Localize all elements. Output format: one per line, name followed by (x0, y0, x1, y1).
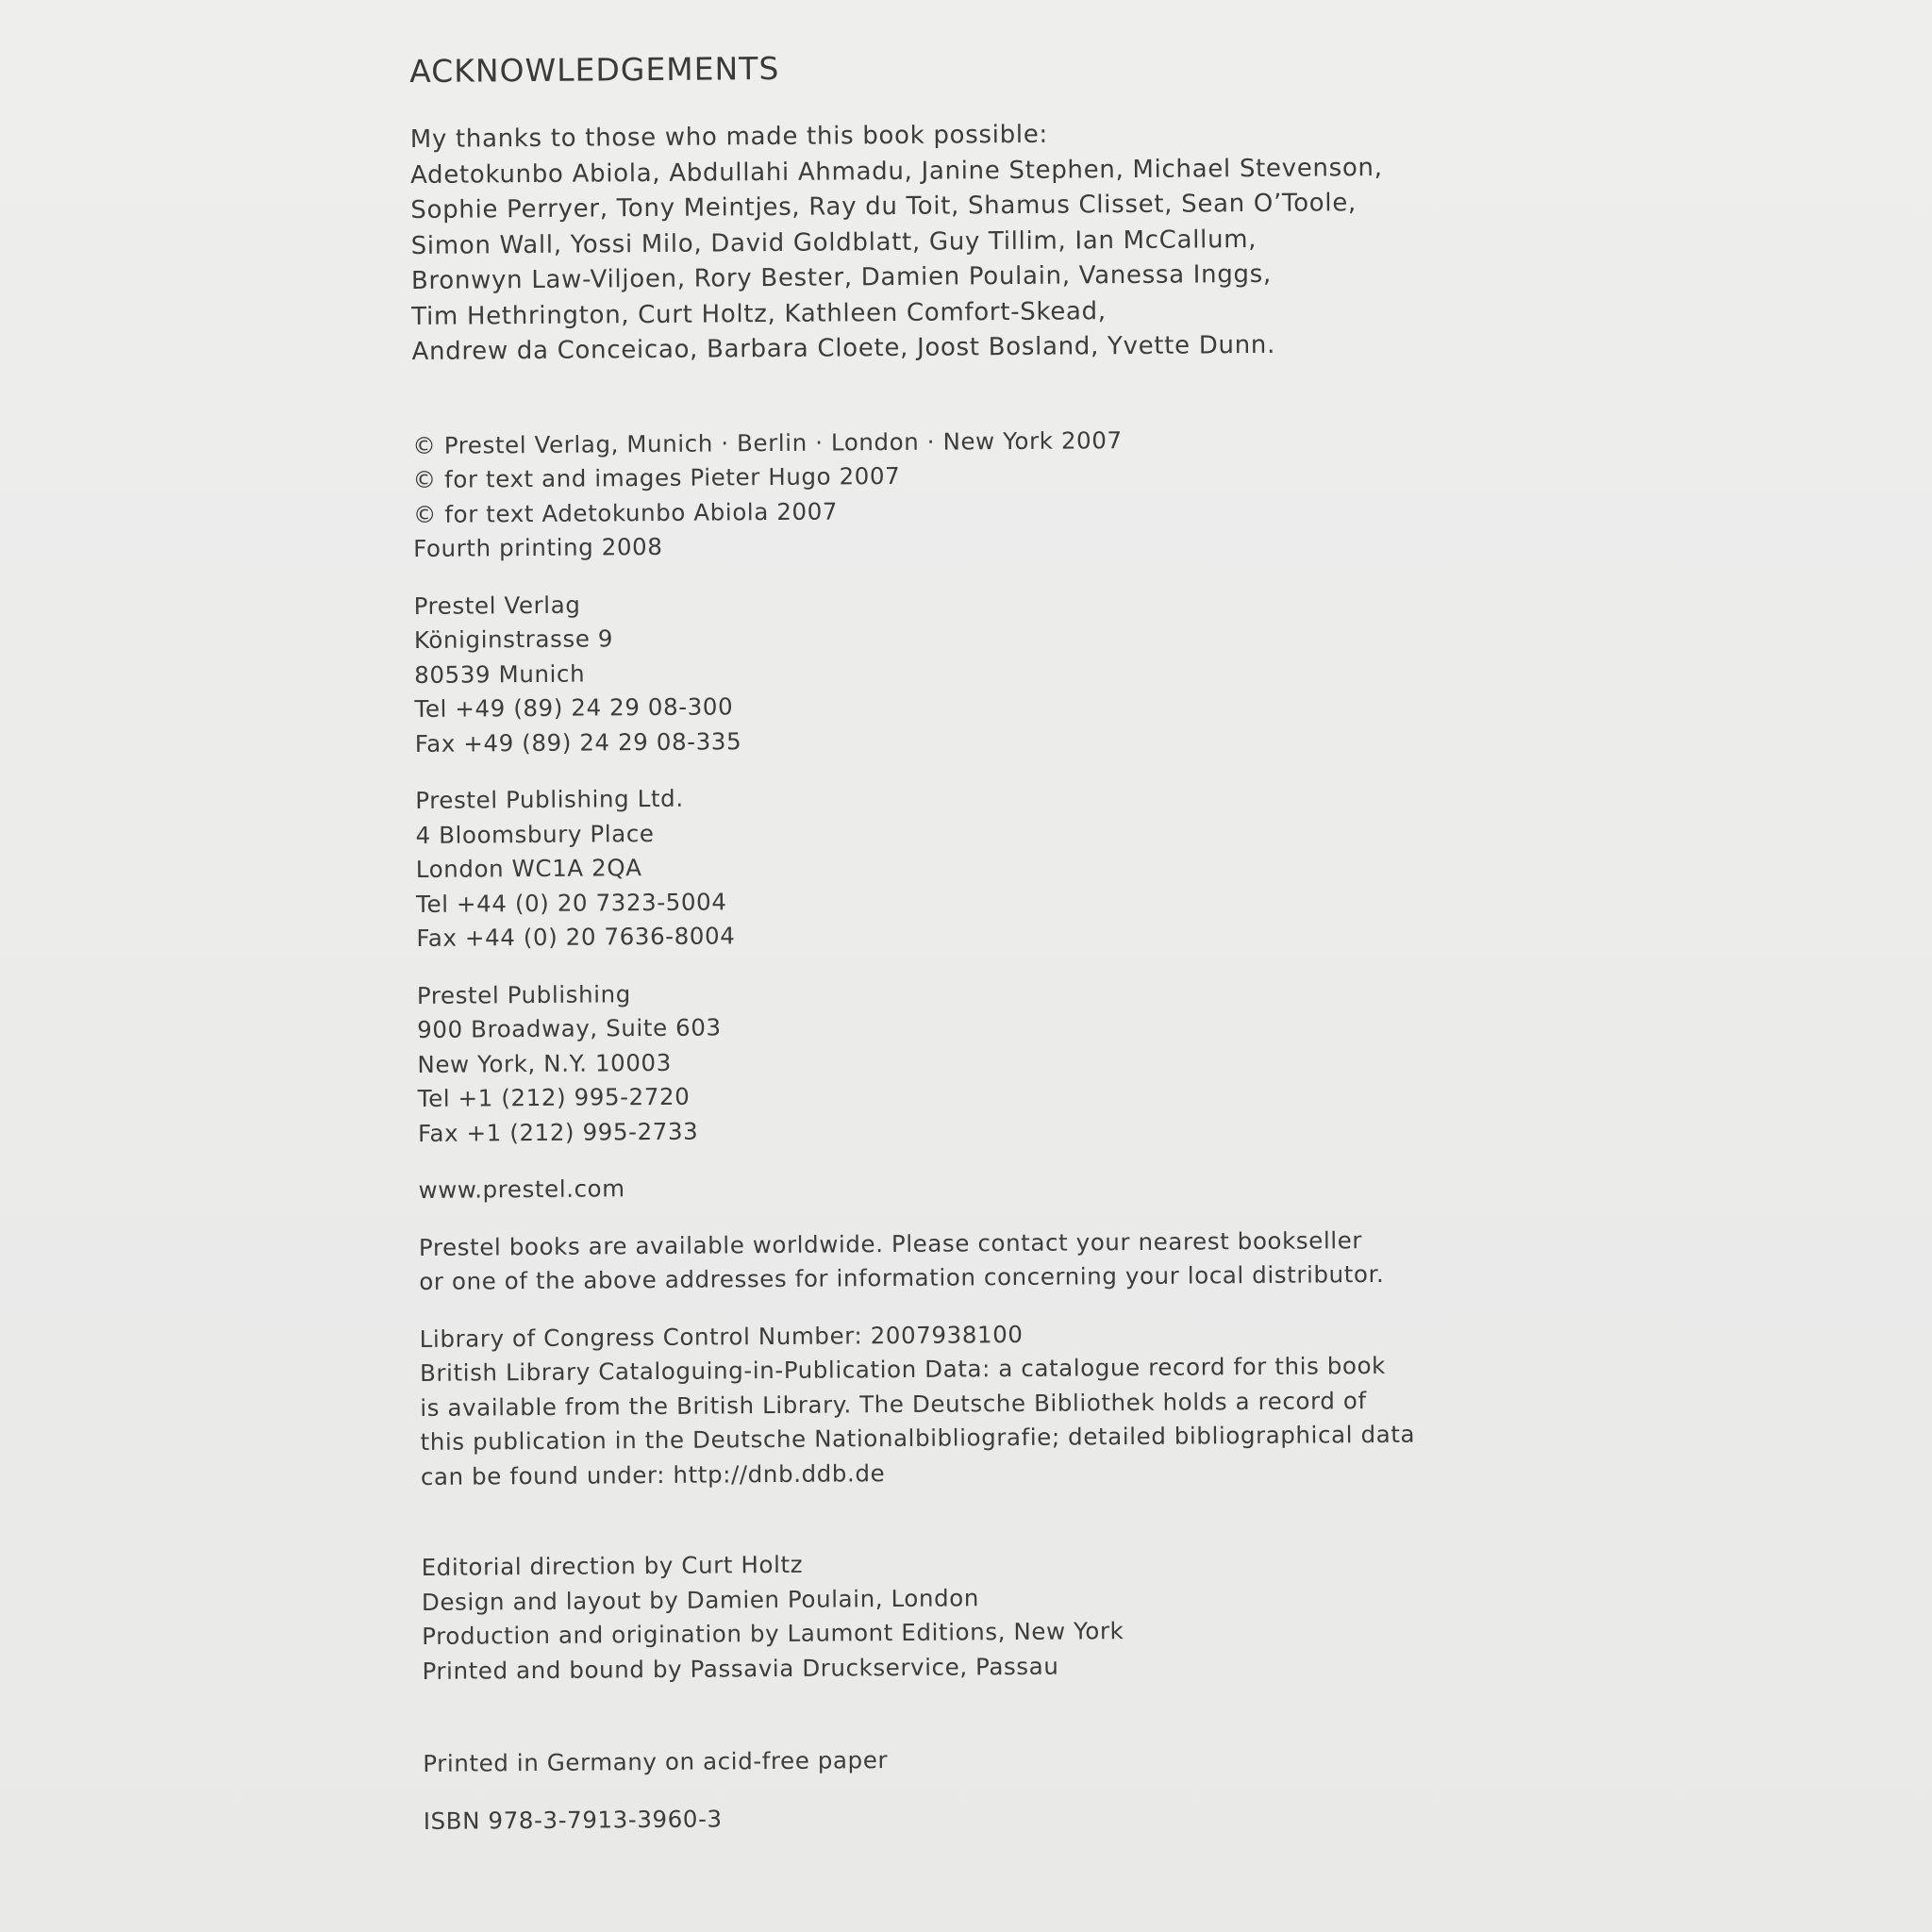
publisher-name: Prestel Publishing (416, 979, 631, 1009)
printed-in-block (423, 1740, 1413, 1782)
library-line: is available from the British Library. The Deutsche Bibliothek holds a record of (420, 1386, 1367, 1422)
thanks-line: Bronwyn Law-Viljoen, Rory Bester, Damien Poulain, Vanessa Inggs, (410, 259, 1273, 295)
library-line: can be found under: http://dnb.ddb.de (420, 1458, 886, 1491)
publisher-name: Prestel Publishing Ltd. (415, 784, 684, 814)
city-line: 80539 Munich (414, 659, 586, 689)
thanks-line: Andrew da Conceicao, Barbara Cloete, Joost Bosland, Yvette Dunn. (411, 330, 1276, 366)
phone-line: Tel +49 (89) 24 29 08-300 (414, 692, 734, 723)
copyright-line: © for text and images Pieter Hugo 2007 (412, 461, 901, 493)
copyright-line: © Prestel Verlag, Munich · Berlin · London · New York 2007 (412, 425, 1123, 459)
page-heading: ACKNOWLEDGEMENTS (409, 49, 780, 90)
fax-line: Fax +44 (0) 20 7636-8004 (416, 922, 736, 952)
copyright-block (412, 421, 1404, 566)
thanks-line: Tim Hethrington, Curt Holtz, Kathleen Comfort-Skead, (411, 296, 1107, 331)
address-london (415, 776, 1407, 957)
thanks-line: Adetokunbo Abiola, Abdullahi Ahmadu, Janine Stephen, Michael Stevenson, (409, 153, 1383, 190)
phone-line: Tel +44 (0) 20 7323-5004 (416, 887, 727, 918)
fax-line: Fax +49 (89) 24 29 08-335 (414, 726, 742, 758)
library-line: British Library Cataloguing-in-Publication Data: a catalogue record for this book (419, 1351, 1387, 1387)
credits-block (422, 1543, 1413, 1689)
thanks-line: Sophie Perryer, Tony Meintjes, Ray du Toit, Shamus Clisset, Sean O’Toole, (410, 189, 1357, 225)
city-line: New York, N.Y. 10003 (417, 1048, 672, 1078)
city-line: London WC1A 2QA (415, 854, 642, 883)
isbn-line: ISBN 978-3-7913-3960-3 (423, 1804, 723, 1835)
availability-line: or one of the above addresses for information concerning your local distributor. (419, 1259, 1385, 1295)
availability-paragraph (419, 1223, 1410, 1299)
control-number-line: Library of Congress Control Number: 2007938100 (419, 1320, 1024, 1353)
availability-line: Prestel books are available worldwide. Please contact your nearest bookseller (418, 1225, 1363, 1261)
copyright-line: © for text Adetokunbo Abiola 2007 (412, 496, 839, 528)
acknowledgements-paragraph (410, 115, 1403, 371)
credit-line: Editorial direction by Curt Holtz (421, 1550, 804, 1581)
printed-in-line: Printed in Germany on acid-free paper (423, 1746, 889, 1777)
credit-line: Design and layout by Damien Poulain, London (421, 1583, 980, 1616)
page-content (409, 42, 1414, 1839)
phone-line: Tel +1 (212) 995-2720 (417, 1082, 691, 1112)
address-newyork (417, 971, 1408, 1151)
library-paragraph (419, 1314, 1416, 1494)
website-block (418, 1166, 1408, 1208)
credit-line: Printed and bound by Passavia Druckservice, Passau (422, 1652, 1059, 1685)
street-line: 4 Bloomsbury Place (415, 819, 655, 849)
isbn-block (424, 1796, 1414, 1839)
website-url: www.prestel.com (418, 1174, 625, 1204)
address-munich (413, 581, 1405, 761)
thanks-line: My thanks to those who made this book possible: (409, 120, 1049, 154)
street-line: Königinstrasse 9 (413, 625, 614, 654)
fax-line: Fax +1 (212) 995-2733 (417, 1117, 699, 1147)
library-line: this publication in the Deutsche Nationalbibliografie; detailed bibliographical data (420, 1420, 1416, 1456)
street-line: 900 Broadway, Suite 603 (417, 1013, 722, 1043)
printing-line: Fourth printing 2008 (413, 532, 663, 562)
publisher-name: Prestel Verlag (413, 591, 581, 620)
credit-line: Production and origination by Laumont Editions, New York (422, 1617, 1124, 1650)
thanks-line: Simon Wall, Yossi Milo, David Goldblatt, Guy Tillim, Ian McCallum, (410, 225, 1257, 260)
